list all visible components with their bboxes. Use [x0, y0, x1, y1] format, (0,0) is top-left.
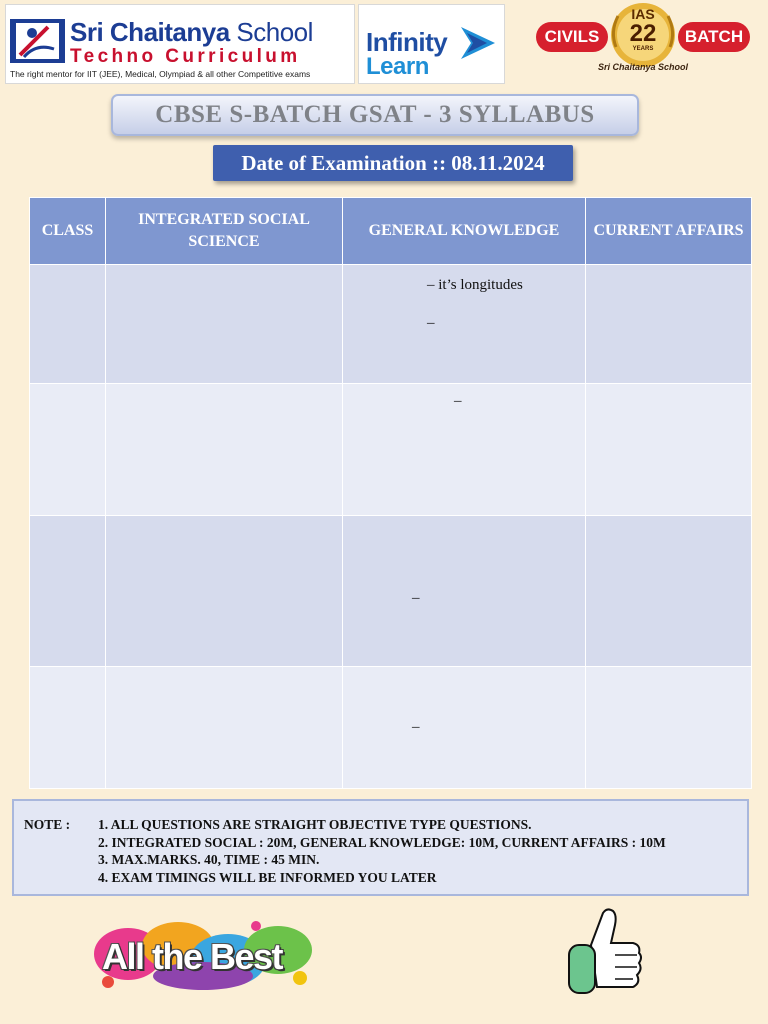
partner-name-line1: Infinity — [366, 27, 448, 57]
class-cell — [30, 265, 106, 384]
current-affairs-cell — [586, 384, 752, 516]
note-item: 2. INTEGRATED SOCIAL : 20M, GENERAL KNOWLEDGE: 10M, CURRENT AFFAIRS : 10M — [98, 834, 666, 850]
gk-text: – it’s longitudes — [427, 277, 523, 293]
syllabus-table — [29, 197, 752, 789]
class-cell — [30, 667, 106, 789]
table-row — [30, 516, 752, 667]
note-item: 4. EXAM TIMINGS WILL BE INFORMED YOU LATER — [98, 869, 437, 885]
current-affairs-cell — [586, 516, 752, 667]
note-item: 3. MAX.MARKS. 40, TIME : 45 MIN. — [98, 852, 320, 867]
thumbs-up-icon — [563, 905, 645, 1005]
note-item: 1. ALL QUESTIONS ARE STRAIGHT OBJECTIVE TYPE QUESTIONS. — [98, 817, 532, 832]
table-header-row — [30, 198, 752, 265]
social-science-cell — [106, 516, 343, 667]
badge-number: 22 — [629, 20, 657, 47]
social-science-cell — [106, 384, 343, 516]
class-cell — [30, 384, 106, 516]
school-emblem-icon — [10, 19, 65, 63]
arrow-icon — [459, 23, 497, 68]
table-row — [30, 384, 752, 516]
gk-text: – — [412, 590, 420, 606]
school-name-suffix: School — [236, 17, 313, 47]
table-row — [30, 265, 752, 384]
general-knowledge-cell — [343, 667, 586, 789]
sri-chaitanya-logo — [5, 4, 355, 84]
social-science-cell — [106, 265, 343, 384]
column-header-class: CLASS — [30, 198, 106, 265]
badge-ias: IAS — [631, 6, 655, 22]
general-knowledge-cell — [343, 516, 586, 667]
school-subtitle: Techno Curriculum — [70, 46, 301, 67]
gk-text: – — [427, 315, 435, 331]
current-affairs-cell — [586, 667, 752, 789]
note-box — [12, 799, 749, 896]
school-name: Sri Chaitanya — [70, 17, 230, 47]
general-knowledge-cell — [343, 265, 586, 384]
badge-years: YEARS — [632, 46, 654, 52]
general-knowledge-cell — [343, 384, 586, 516]
column-header-current-affairs: CURRENT AFFAIRS — [586, 198, 752, 265]
badge-school: Sri Chaitanya School — [597, 62, 689, 72]
current-affairs-cell — [586, 265, 752, 384]
column-header-general-knowledge: GENERAL KNOWLEDGE — [343, 198, 586, 265]
badge-right-label: BATCH — [678, 22, 750, 52]
partner-name-line2: Learn — [366, 53, 429, 80]
page-title: CBSE S-BATCH GSAT - 3 SYLLABUS — [111, 94, 639, 136]
civils-batch-badge — [536, 2, 750, 80]
gk-text: – — [412, 719, 420, 735]
note-label: NOTE : — [24, 817, 71, 832]
all-the-best-graphic — [88, 916, 318, 996]
column-header-social-science: INTEGRATED SOCIAL SCIENCE — [106, 198, 343, 265]
exam-date: Date of Examination :: 08.11.2024 — [213, 145, 573, 181]
social-science-cell — [106, 667, 343, 789]
all-the-best-text: All the Best — [102, 936, 283, 977]
infinity-learn-logo — [358, 4, 505, 84]
class-cell — [30, 516, 106, 667]
table-row — [30, 667, 752, 789]
school-tagline: The right mentor for IIT (JEE), Medical, Olympiad & all other Competitive exams — [10, 69, 311, 79]
gk-text: – — [454, 393, 462, 409]
badge-left-label: CIVILS — [536, 22, 608, 52]
